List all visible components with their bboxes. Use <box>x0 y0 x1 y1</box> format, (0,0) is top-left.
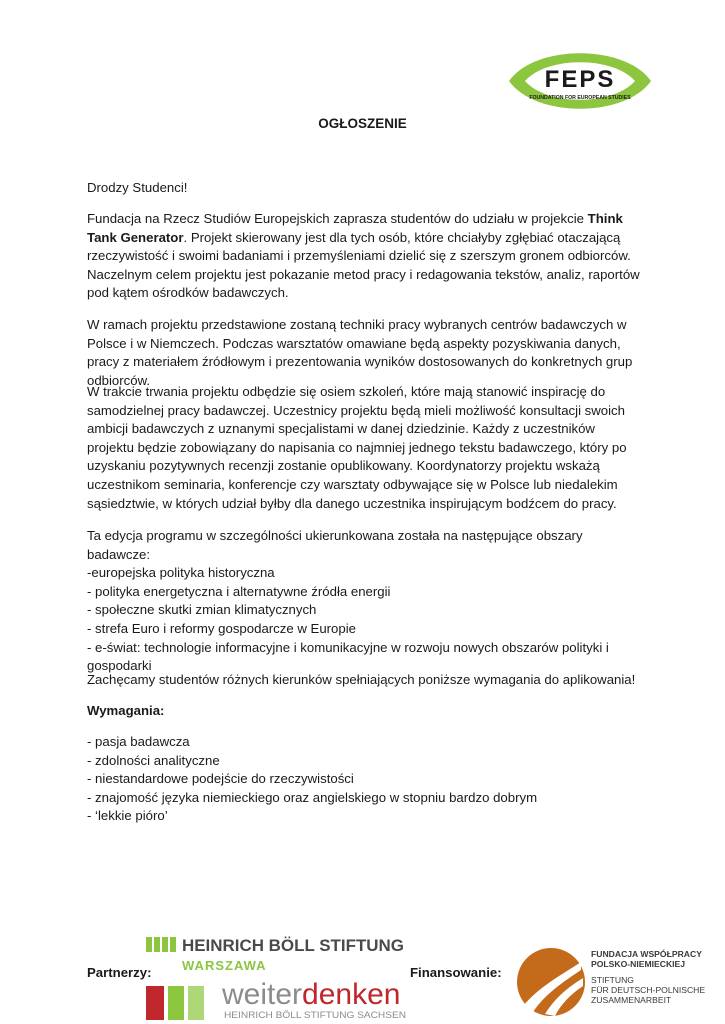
fwpn-line: FÜR DEUTSCH-POLNISCHE <box>591 985 706 995</box>
fwpn-logo <box>515 946 715 1018</box>
requirements-heading: Wymagania: <box>87 703 165 718</box>
area-item: - społeczne skutki zmian klimatycznych <box>87 602 317 618</box>
weiterdenken-text <box>221 978 400 1011</box>
fwpn-line: ZUSAMMENARBEIT <box>591 995 672 1005</box>
paragraph-trainings: W trakcie trwania projektu odbędzie się osiem szkoleń, które mają stanowić inspirację do samodzielnej pracy badawczej. Uczestnicy projektu będą mieli możliwość konsultacji swoich ambicji badawczych z uznanymi specjalistami w danej dziedzinie. Każdy z uczestników projektu będzie zobowiązany do napisania co najmniej jednego tekstu badawczego, który po uzyskaniu pozytywnych recenzji zostanie opublikowany. Koordynatorzy projektu wskażą uczestnikom seminaria, konferencje czy warsztaty odbywające się w Polsce lub niedalekim sąsiedztwie, w których udział byłby dla danego uczestnika inspirującym bodźcem do pracy. <box>87 384 627 511</box>
requirement-item: - niestandardowe podejście do rzeczywistości <box>87 771 354 787</box>
weiterdenken-logo <box>146 978 408 1020</box>
heinrich-boll-stiftung-logo <box>146 935 406 975</box>
intro-text-end: . Projekt skierowany jest dla tych osób, które chciałyby zgłębiać otaczającą rzeczywistość i swoimi badaniami i przemyśleniami dzielić się z szerszym gronem odbiorców. Naczelnym celem projektu jest pokazanie metod pracy i redagowania tekstów, analiz, raportów pod kątem ośrodków badawczych. <box>87 229 640 301</box>
intro-text-start: Fundacja na Rzecz Studiów Europejskich zaprasza studentów do udziału w projekcie <box>87 211 588 226</box>
feps-logo-text: FEPS <box>544 66 616 93</box>
page-title: OGŁOSZENIE <box>318 116 407 131</box>
partners-label: Partnerzy: <box>87 965 152 980</box>
wd-part1: weiter <box>222 978 303 1011</box>
area-item: - strefa Euro i reformy gospodarcze w Europie <box>87 620 356 636</box>
hbs-name: HEINRICH BÖLL STIFTUNG <box>182 936 404 955</box>
requirement-item: - znajomość języka niemieckiego oraz angielskiego w stopniu bardzo dobrym <box>87 789 538 805</box>
area-item: - e-świat: technologie informacyjne i komunikacyjne w rozwoju nowych obszarów polityki i gospodarki <box>87 639 609 674</box>
feps-logo-subtitle: FOUNDATION FOR EUROPEAN STUDIES <box>529 95 631 101</box>
fwpn-line: STIFTUNG <box>591 975 634 985</box>
fwpn-line: POLSKO-NIEMIECKIEJ <box>591 959 686 969</box>
paragraph-methods: W ramach projektu przedstawione zostaną techniki pracy wybranych centrów badawczych w Polsce i w Niemczech. Podczas warsztatów omawiane będą aspekty pozyskiwania danych, pracy z materiałem źródłowym i prezentowania wyników dostosowanych do konkretnych grup odbiorców. <box>87 317 633 388</box>
encouragement: Zachęcamy studentów różnych kierunków spełniających poniższe wymagania do aplikowania! <box>87 672 636 687</box>
area-item: - polityka energetyczna i alternatywne źródła energii <box>87 583 391 599</box>
areas-intro: Ta edycja programu w szczególności ukierunkowana została na następujące obszary badawcze: <box>87 528 583 562</box>
feps-logo <box>505 40 655 122</box>
paragraph-intro <box>87 210 643 303</box>
funding-label: Finansowanie: <box>410 965 502 980</box>
requirement-item: - ‘lekkie pióro’ <box>87 808 168 824</box>
requirement-item: - zdolności analityczne <box>87 752 220 768</box>
greeting: Drodzy Studenci! <box>87 180 188 195</box>
requirements-list <box>87 733 643 826</box>
requirement-item: - pasja badawcza <box>87 734 190 749</box>
research-areas <box>87 527 643 676</box>
wd-subtitle: HEINRICH BÖLL STIFTUNG SACHSEN <box>224 1010 406 1020</box>
fwpn-line: FUNDACJA WSPÓŁPRACY <box>591 949 702 959</box>
project-name: Think Tank Generator <box>87 211 623 245</box>
area-item: -europejska polityka historyczna <box>87 565 275 581</box>
wd-part2: denken <box>302 978 401 1011</box>
hbs-city: WARSZAWA <box>182 958 267 973</box>
